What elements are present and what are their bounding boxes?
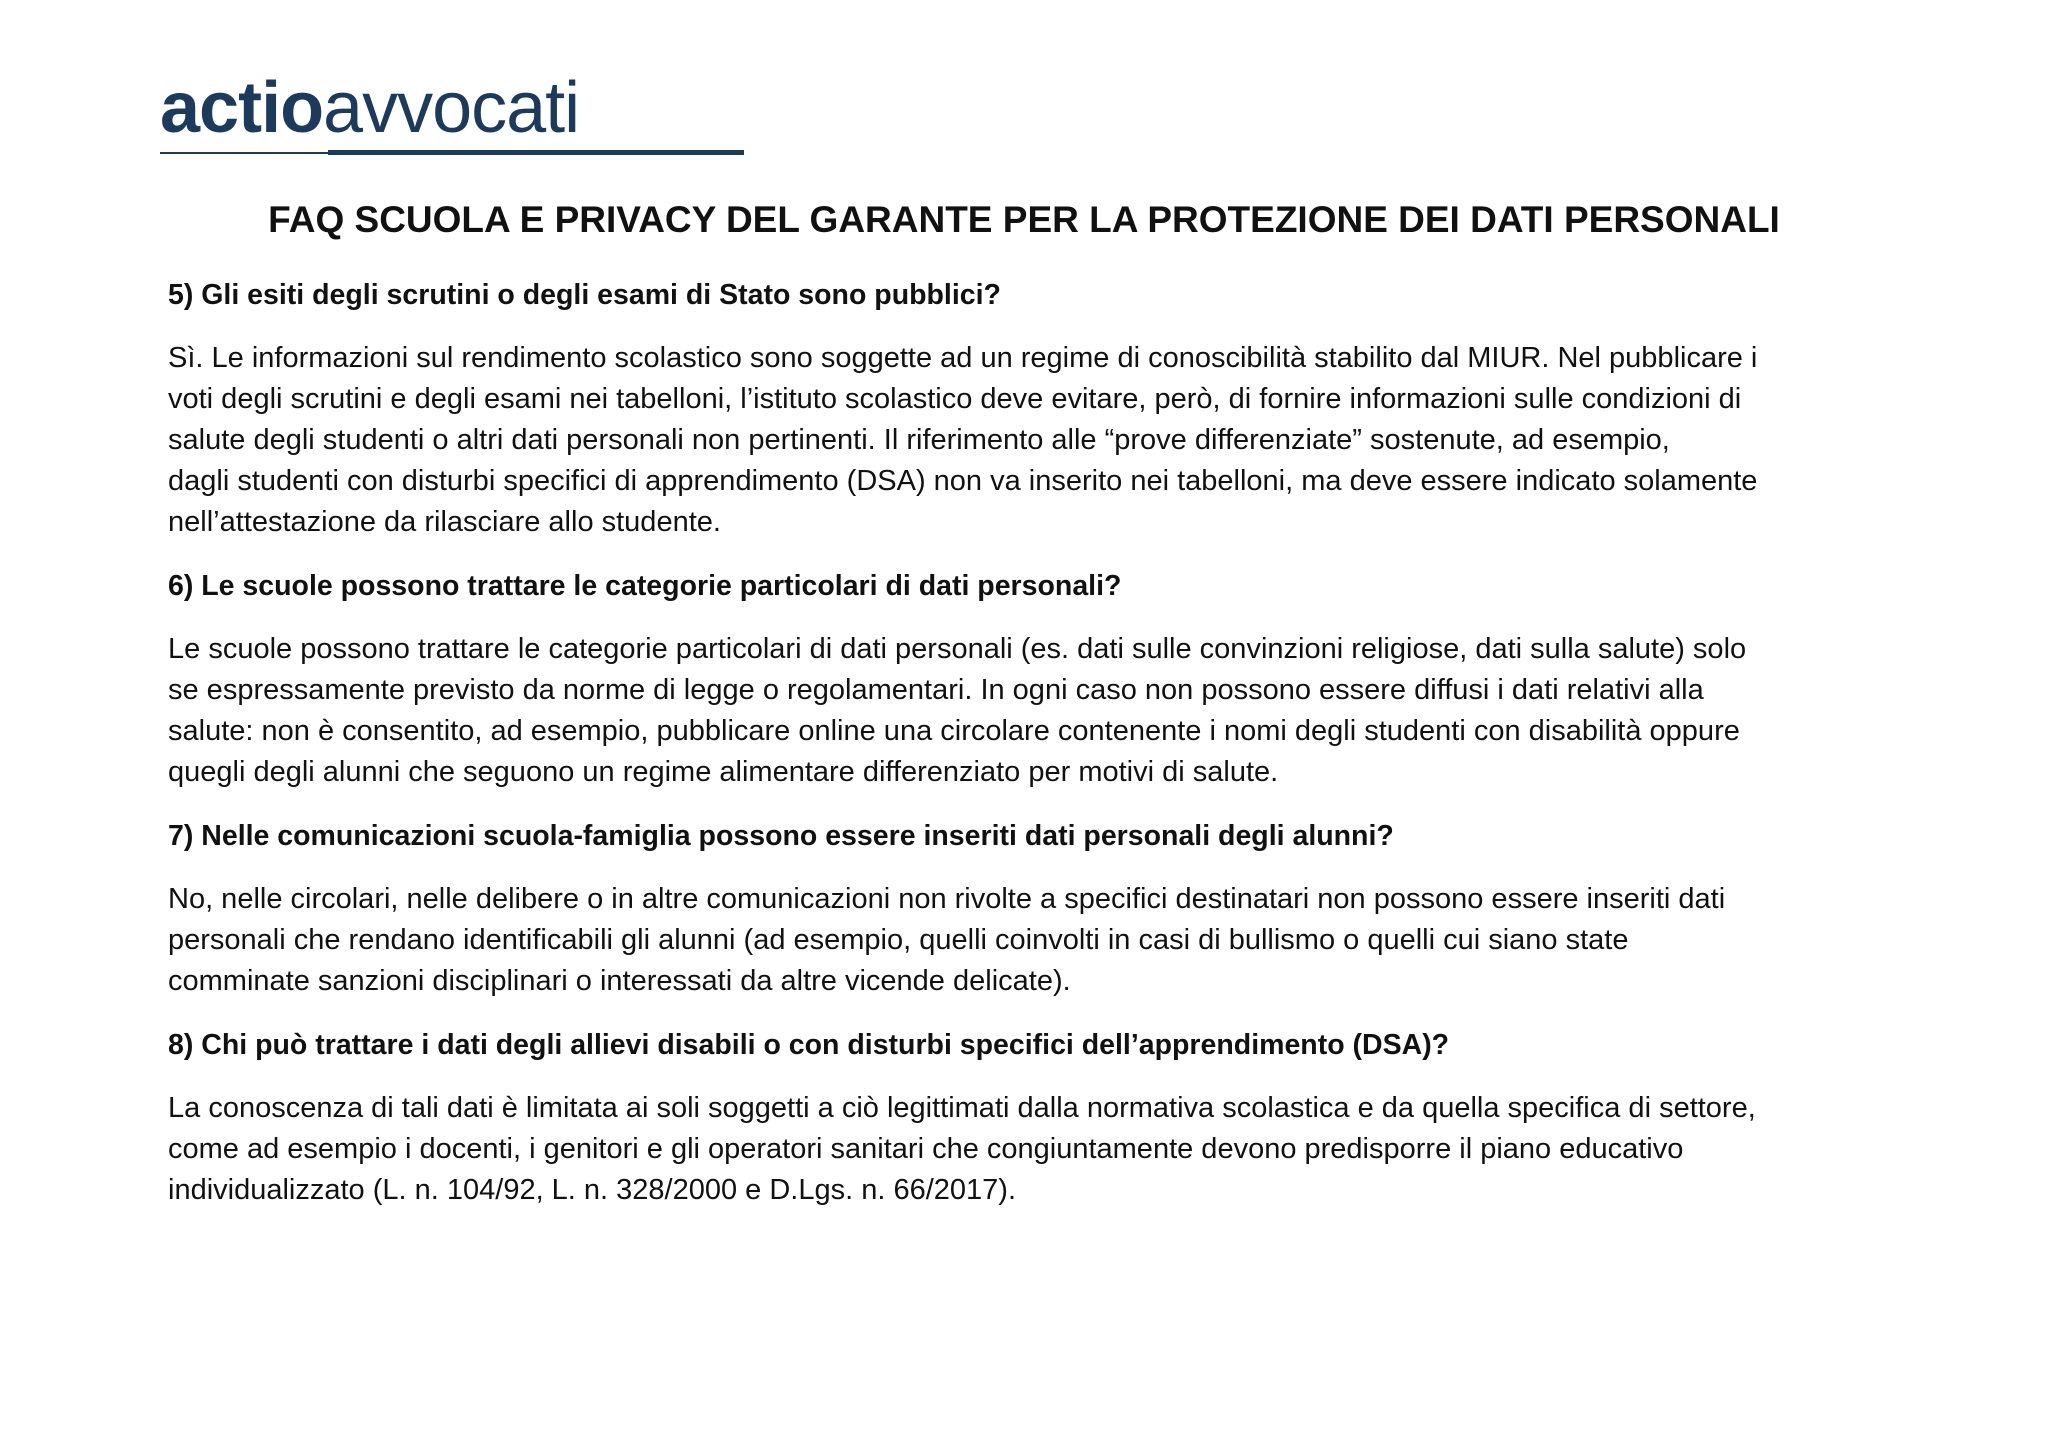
logo-text-light: avvocati: [323, 68, 580, 148]
page-title: FAQ SCUOLA E PRIVACY DEL GARANTE PER LA PROTEZIONE DEI DATI PERSONALI: [268, 199, 1780, 240]
answer-line: Le scuole possono trattare le categorie particolari di dati personali (es. dati sulle convinzioni religiose, dati sulla salute) solo: [168, 633, 1747, 665]
faq-item: [168, 1024, 1908, 1233]
faq-item: [168, 565, 1908, 815]
answer-line: voti degli scrutini e degli esami nei tabelloni, l’istituto scolastico deve evitare, però, di fornire informazioni sulle condizioni di: [168, 383, 1742, 415]
answer-line: comminate sanzioni disciplinari o interessati da altre vicende delicate).: [168, 965, 1071, 997]
answer-line: nell’attestazione da rilasciare allo studente.: [168, 506, 721, 538]
logo-underline-thin: [160, 152, 328, 154]
answer-line: Sì. Le informazioni sul rendimento scolastico sono soggette ad un regime di conoscibilità stabilito dal MIUR. Nel pubblicare i: [168, 342, 1758, 374]
faq-question: 6) Le scuole possono trattare le categorie particolari di dati personali?: [168, 570, 1122, 602]
answer-line: individualizzato (L. n. 104/92, L. n. 328/2000 e D.Lgs. n. 66/2017).: [168, 1174, 1017, 1206]
faq-question: 7) Nelle comunicazioni scuola-famiglia possono essere inseriti dati personali degli alunni?: [168, 820, 1394, 852]
answer-line: La conoscenza di tali dati è limitata ai soli soggetti a ciò legittimati dalla normativa scolastica e da quella specifica di settore,: [168, 1092, 1756, 1124]
answer-line: come ad esempio i docenti, i genitori e gli operatori sanitari che congiuntamente devono predisporre il piano educativo: [168, 1133, 1684, 1165]
answer-line: salute degli studenti o altri dati personali non pertinenti. Il riferimento alle “prove differenziate” sostenute, ad esempio,: [168, 424, 1670, 456]
answer-line: salute: non è consentito, ad esempio, pubblicare online una circolare contenente i nomi degli studenti con disabilità oppure: [168, 715, 1740, 747]
faq-item: [168, 815, 1908, 1024]
answer-line: quegli degli alunni che seguono un regime alimentare differenziato per motivi di salute.: [168, 756, 1279, 788]
faq-answer: [168, 857, 1908, 1024]
company-logo: [160, 66, 590, 162]
logo-text-bold: actio: [160, 68, 324, 148]
faq-item: [168, 274, 1908, 565]
faq-question: 8) Chi può trattare i dati degli allievi disabili o con disturbi specifici dell’apprendimento (DSA)?: [168, 1029, 1450, 1061]
faq-answer: [168, 1066, 1908, 1233]
answer-line: personali che rendano identificabili gli alunni (ad esempio, quelli coinvolti in casi di bullismo o quelli cui siano state: [168, 924, 1629, 956]
answer-line: dagli studenti con disturbi specifici di apprendimento (DSA) non va inserito nei tabelloni, ma deve essere indicato solamente: [168, 465, 1758, 497]
faq-answer: [168, 607, 1908, 815]
faq-list: [168, 274, 1908, 1233]
faq-answer: [168, 316, 1908, 565]
faq-question: 5) Gli esiti degli scrutini o degli esami di Stato sono pubblici?: [168, 279, 1001, 311]
logo-wordmark: [160, 66, 579, 150]
answer-line: No, nelle circolari, nelle delibere o in altre comunicazioni non rivolte a specifici destinatari non possono essere inseriti dati: [168, 883, 1726, 915]
logo-underline-thick: [328, 150, 744, 155]
answer-line: se espressamente previsto da norme di legge o regolamentari. In ogni caso non possono essere diffusi i dati relativi alla: [168, 674, 1704, 706]
